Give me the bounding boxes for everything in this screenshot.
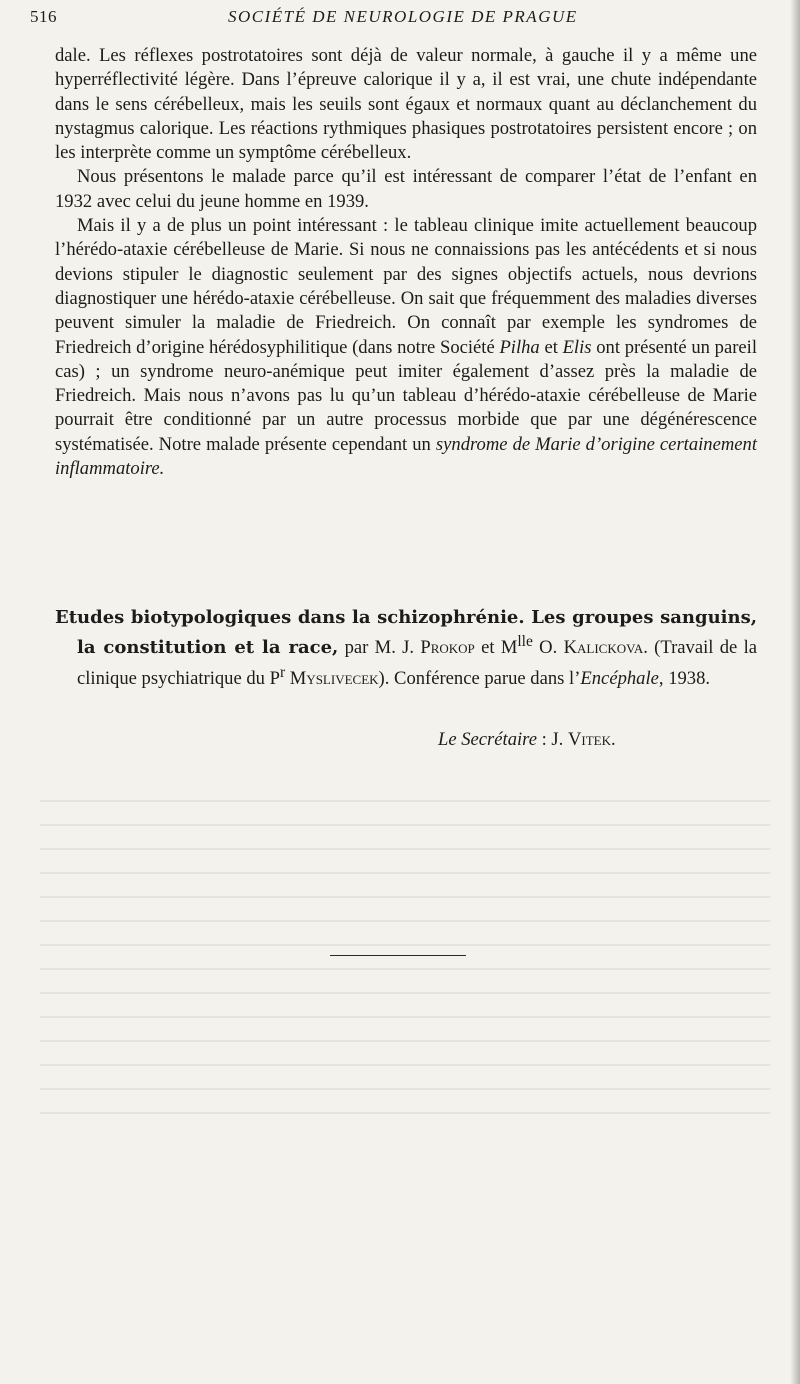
paragraph-continuation: dale. Les réflexes postrotatoires sont déjà de valeur normale, à gauche il y a même une hyperréflectivité légère. Dans l’épreuve calorique il y a, il est vrai, une chute indépendante dans le sens cérébelleux, mais les seuils sont égaux et normaux quant au déclanchement du nystagmus calorique. Les réactions rythmiques phasiques postrotatoires persistent encore ; on les interprète comme un symptôme cérébelleux. [55, 45, 757, 164]
article-travail-a: . (Travail de la clinique psychiatrique du P [77, 637, 757, 689]
pr-superscript: r [279, 663, 286, 681]
running-head [30, 7, 770, 31]
paragraph-presentation: Nous présentons le malade parce qu’il est intéressant de comparer l’état de l’enfant en 1932 avec celui du jeune homme en 1939. [55, 166, 757, 212]
discussion-conjunction: et [539, 336, 563, 358]
signature-name: Vitek [567, 729, 611, 750]
article-travail-b: ). Conférence parue dans l’ [378, 667, 581, 689]
page-number: 516 [30, 7, 57, 26]
article-et: et M [474, 637, 518, 659]
author-initial: O. [532, 637, 564, 659]
mlle-superscript: lle [517, 633, 533, 651]
page-edge-shadow [790, 0, 800, 1384]
signature-role: Le Secrétaire [438, 729, 537, 750]
article-title: Etudes biotypologiques dans la schizophrénie. Les groupes sanguins, la constitution et la race, [55, 607, 757, 659]
article-entry [55, 606, 757, 691]
signature-end: . [611, 729, 616, 750]
signature [438, 728, 616, 752]
journal-name: Encéphale [580, 667, 659, 689]
author-kalickova: Kalickova [563, 637, 644, 659]
author-name-elis: Elis [562, 336, 592, 358]
supervisor-myslivecek: Myslivecek [289, 667, 379, 689]
article-paragraph [55, 606, 757, 691]
discussion-conclusion: syndrome de Marie d’origine certainement inflammatoire. [55, 433, 757, 480]
discussion-text-b: ont présenté un pareil cas) ; un syndrome neuro-anémique peut imiter également d’assez près la maladie de Friedreich. Mais nous n’avons pas lu qu’un tableau d’hérédo-ataxie cérébelleuse de Marie pourrait être conditionné par un autre processus morbide que par une dégénérescence systématisée. Notre malade présente cependant un [55, 336, 757, 455]
signature-sep: : J. [536, 729, 568, 750]
paragraph-discussion [55, 214, 757, 481]
show-through-texture [40, 800, 770, 1120]
article-par: par M. J. [338, 637, 421, 659]
running-title: SOCIÉTÉ DE NEUROLOGIE DE PRAGUE [228, 7, 578, 26]
body-text [55, 44, 757, 481]
author-name-pilha: Pilha [499, 336, 540, 358]
article-year: , 1938. [658, 667, 711, 689]
discussion-text-a: Mais il y a de plus un point intéressant : le tableau clinique imite actuellement beaucoup l’hérédo-ataxie cérébelleuse de Marie. Si nous ne connaissions pas les antécédents et si nous devions stipuler le diagnostic seulement par des signes objectifs actuels, nous devrions diagnostiquer une hérédo-ataxie cérébelleuse. On sait que fréquemment des maladies diverses peuvent simuler la maladie de Friedreich. On connaît par exemple les syndromes de Friedreich d’origine hérédosyphilitique (dans notre Société [55, 215, 757, 358]
author-prokop: Prokop [420, 637, 475, 659]
